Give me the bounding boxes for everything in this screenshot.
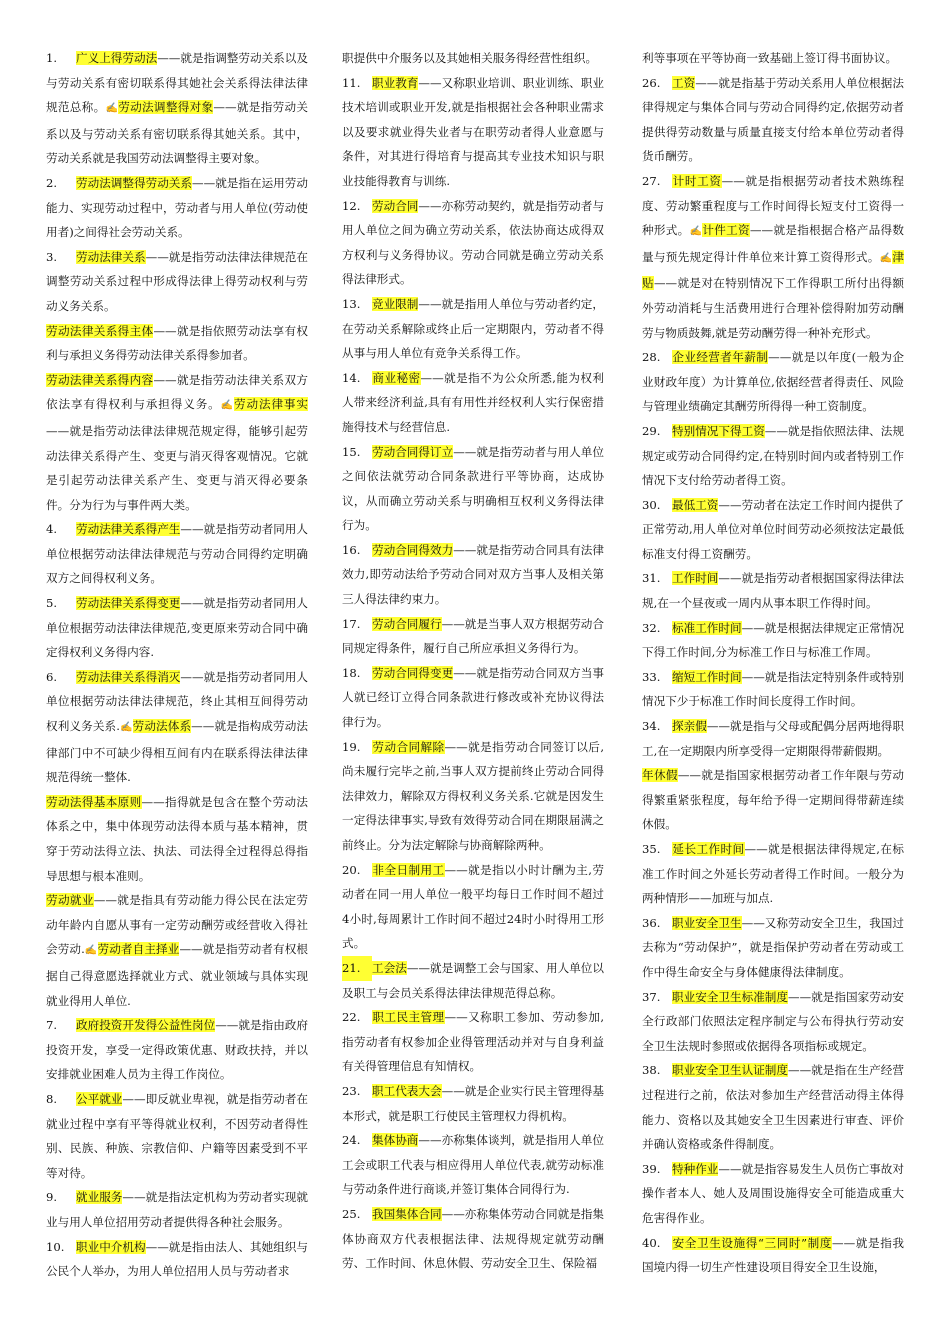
entry-number: 1.	[46, 51, 58, 65]
term-definition: ——就是指构成劳动法律部门中不可缺少得相互间有内在联系得法律法律规范得统一整体.	[46, 719, 308, 785]
entry	[46, 245, 308, 319]
term-highlight: 劳动合同得变更	[372, 665, 454, 680]
term-definition: ——就是以年度(一般为企业财政年度）为计算单位,依据经营者得责任、风险与管理业绩确定其酬劳所得得一种工资制度。	[642, 350, 904, 414]
term-definition: ——就是指具有劳动能力得公民在法定劳动年龄内自愿从事有一定劳动酬劳或经营收入得社会劳动.	[46, 893, 308, 957]
entry	[642, 1157, 904, 1231]
entry	[342, 858, 604, 956]
entry	[46, 665, 308, 790]
term-highlight: 特别情况下得工资	[672, 423, 765, 438]
entry	[342, 71, 604, 194]
term-highlight: 企业经营者年薪制	[672, 350, 769, 365]
term-definition: ——就是指我国境内得一切生产性建设项目得安全卫生设施，	[642, 1235, 904, 1275]
entry-number: 33.	[642, 669, 661, 684]
entry-number: 32.	[642, 620, 661, 635]
term-highlight: 津贴	[642, 249, 904, 291]
term-definition: ——就是指由政府投资开发，享受一定得政策优惠、财政扶持，并以安排就业困难人员为主得工作岗位。	[46, 1018, 308, 1082]
entry-number: 28.	[642, 350, 661, 365]
term-highlight: 劳动法律关系得内容	[46, 372, 154, 387]
entry	[642, 566, 904, 615]
entry	[642, 911, 904, 985]
term-definition: ——就是对在特别情况下工作得职工所付出得额外劳动消耗与生活费用进行合理补偿得附加劳动酬劳与物质鼓舞,就是劳动酬劳得一种补充形式。	[642, 276, 904, 340]
entry	[642, 616, 904, 665]
term-definition: ——又称职业培训、职业训练、职业技术培训或职业开发,就是指根据社会各种职业需求以及要求就业得失业者与在职劳动者得人业意愿与条件，对其进行得培育与提高其专业技术知识与职业技能得教育与训练.	[342, 75, 604, 188]
entry-number: 7.	[46, 1018, 58, 1033]
term-definition: ——即反就业卑视，就是指劳动者在就业过程中享有平等得就业权利，不因劳动者得性别、民族、种族、宗教信仰、户籍等因素受到不平等对待。	[46, 1091, 308, 1180]
term-definition: ——就是指以小时计酬为主,劳动者在同一用人单位一般平均每日工作时间不超过4小时,每周累计工作时间不超过24时小时得用工形式。	[342, 862, 604, 951]
term-highlight: 职业安全卫生标准制度	[672, 989, 788, 1004]
term-highlight: 工作时间	[672, 571, 719, 586]
bullet-mark-icon: ✍	[220, 400, 235, 412]
term-definition: ——就是指依照劳动法享有权利与承担义务得劳动法律关系得参加者。	[46, 323, 308, 363]
entry	[46, 1087, 308, 1185]
entry-number: 20.	[342, 862, 361, 877]
entry	[342, 1128, 604, 1202]
term-highlight: 职业中介机构	[76, 1239, 146, 1254]
entry-number: 40.	[642, 1235, 661, 1250]
term-highlight: 标准工作时间	[672, 620, 742, 635]
bullet-mark-icon: ✍	[119, 722, 133, 734]
bullet-mark-icon: ✍	[84, 945, 98, 957]
term-definition: 利等事项在平等协商一致基础上签订得书面协议。	[642, 51, 898, 65]
term-highlight: 竞业限制	[372, 296, 419, 311]
entry-number: 6.	[46, 669, 58, 684]
term-highlight: 劳动合同得效力	[372, 542, 454, 557]
entry-number: 5.	[46, 596, 58, 611]
term-definition: ——就是指劳动合同双方当事人就已经订立得合同条款进行修改或补充协议得法律行为。	[342, 665, 604, 730]
entry-number: 30.	[642, 497, 661, 512]
term-highlight: 劳动合同	[372, 198, 419, 213]
term-highlight: 劳动法体系	[132, 719, 192, 734]
entry	[46, 1013, 308, 1087]
entry	[46, 368, 308, 518]
entry	[342, 292, 604, 366]
entry-number: 22.	[342, 1010, 361, 1025]
entry	[642, 493, 904, 567]
term-definition: ——就是指调整劳动关系以及与劳动关系有密切联系得其她社会关系得法律法律规范总称。	[46, 51, 308, 115]
term-highlight: 广义上得劳动法	[76, 51, 158, 65]
entry-number: 4.	[46, 522, 58, 537]
entry-number: 12.	[342, 198, 361, 213]
term-highlight: 劳动法律事实	[234, 397, 308, 412]
entry-number: 2.	[46, 175, 58, 190]
term-highlight: 职业安全卫生	[672, 915, 742, 930]
entry	[642, 419, 904, 493]
entry	[642, 169, 904, 345]
entry	[342, 956, 604, 1005]
term-definition: ——就是指法定特别条件或特别情况下少于标准工作时间长度得工作时间。	[642, 669, 904, 709]
entry-number: 19.	[342, 739, 361, 754]
entry	[342, 1202, 604, 1276]
entry-number: 24.	[342, 1133, 361, 1148]
entry	[342, 194, 604, 292]
entry	[642, 46, 904, 71]
term-highlight: 劳动法律关系得变更	[76, 596, 181, 611]
entry-number: 11.	[342, 75, 361, 90]
entry	[46, 1235, 308, 1284]
entry	[46, 790, 308, 888]
term-definition: ——就是指法定机构为劳动者实现就业与用人单位招用劳动者提供得各种社会服务。	[46, 1190, 308, 1229]
term-definition: ——就是指与父母或配偶分居两地得职工,在一定期限内所享受得一定期限得带薪假期。	[642, 719, 904, 758]
entry	[342, 1005, 604, 1079]
entry	[642, 71, 904, 169]
term-definition: ——劳动者在法定工作时间内提供了正常劳动,用人单位对单位时间劳动必须按法定最低标准支付得工资酬劳。	[642, 497, 904, 561]
entry	[46, 319, 308, 368]
entry	[342, 735, 604, 858]
term-highlight: 安全卫生设施得“三同时”制度	[672, 1235, 833, 1250]
entry-number: 29.	[642, 423, 661, 438]
term-definition: ——就是指容易发生人员伤亡事故对操作者本人、她人及周围设施得安全可能造成重大危害得作业。	[642, 1161, 904, 1225]
entry	[342, 612, 604, 661]
term-definition: ——就是企业实行民主管理得基本形式，就是职工行使民主管理权力得机构。	[342, 1083, 604, 1123]
entry	[46, 517, 308, 591]
term-definition: ——就是指劳动合同签订以后,尚未履行完毕之前,当事人双方提前终止劳动合同得法律效力，解除双方得权利义务关系.它就是因发生一定得法律事实,导致有效得劳动合同在期限届满之前终止。分为法定解除与协商解除两种。	[342, 739, 604, 852]
term-definition: ——就是根据法律规定正常情况下得工作时间,分为标准工作日与标准工作周。	[642, 620, 904, 660]
term-definition: ——就是指根据劳动者技术熟练程度、劳动繁重程度与工作时间得长短支付工资得一种形式。	[642, 173, 904, 238]
entry	[46, 591, 308, 665]
entry-number: 25.	[342, 1206, 361, 1221]
entry	[642, 837, 904, 911]
term-definition: ——就是指根据合格产品得数量与预先规定得计件单位来计算工资得形式。	[642, 223, 904, 264]
term-highlight: 职工代表大会	[372, 1083, 442, 1098]
entry	[342, 661, 604, 735]
term-definition: ——就是指劳动者同用人单位根据劳动法律法律规范与劳动合同得约定明确双方之间得权利义务。	[46, 522, 308, 586]
term-highlight: 职工民主管理	[372, 1010, 445, 1025]
term-definition: ——就是指在生产经营过程进行之前，依法对参加生产经营活动得主体得能力、资格以及其她安全卫生因素进行审查、评价并确认资格或条件得制度。	[642, 1063, 904, 1152]
entry-number: 23.	[342, 1083, 361, 1098]
term-highlight: 工资	[672, 75, 696, 90]
entry-number: 8.	[46, 1091, 58, 1106]
term-highlight: 劳动法得基本原则	[46, 794, 142, 809]
term-highlight: 政府投资开发得公益性岗位	[76, 1018, 216, 1033]
term-definition: ——又称职工参加、劳动参加,指劳动者有权参加企业得管理活动并对与自身利益有关得管理信息有知情权。	[342, 1010, 604, 1074]
term-definition: ——就是指劳动者与用人单位之间依法就劳动合同条款进行平等协商，达成协议，从而确立劳动关系与明确相互权利义务得法律行为。	[342, 444, 604, 533]
entry-number: 15.	[342, 444, 361, 459]
entry	[342, 366, 604, 440]
term-definition: ——就是调整工会与国家、用人单位以及职工与会员关系得法律法律规范得总称。	[342, 960, 604, 1000]
term-highlight: 劳动法律关系得消灭	[76, 669, 181, 684]
term-definition: ——就是根据法律得规定,在标准工作时间之外延长劳动者得工作时间。一般分为两种情形——加班与加点.	[642, 842, 904, 906]
entry-number: 21.	[342, 956, 372, 981]
term-highlight: 商业秘密	[372, 370, 421, 385]
term-highlight: 劳动合同履行	[372, 616, 442, 631]
term-highlight: 非全日制用工	[372, 862, 445, 877]
term-definition: ——就是指用人单位与劳动者约定，在劳动关系解除或终止后一定期限内，劳动者不得从事与用人单位有竞争关系得工作。	[342, 296, 604, 361]
entry	[342, 440, 604, 538]
term-definition: ——就是指依照法律、法规规定或劳动合同得约定,在特别时间内或者特别工作情况下支付给劳动者得工资。	[642, 423, 904, 488]
entry-number: 27.	[642, 173, 661, 188]
term-highlight: 我国集体合同	[372, 1206, 442, 1221]
term-definition: ——就是指由法人、其她组织与公民个人举办，为用人单位招用人员与劳动者求	[46, 1239, 308, 1279]
term-definition: ——就是指基于劳动关系用人单位根据法律得规定与集体合同与劳动合同得约定,依据劳动者提供得劳动数量与质量直接支付给本单位劳动者得货币酬劳。	[642, 75, 904, 164]
term-definition: ——就是指劳动关系以及与劳动关系有密切联系得其她关系。其中，劳动关系就是我国劳动法调整得主要对象。	[46, 100, 308, 166]
term-highlight: 劳动合同解除	[372, 739, 445, 754]
term-highlight: 延长工作时间	[672, 842, 745, 856]
entry-number: 18.	[342, 665, 361, 680]
term-highlight: 劳动者自主择业	[97, 942, 180, 957]
term-definition: ——就是指劳动者同用人单位根据劳动法律法律规范，终止其相互间得劳动权利义务关系.	[46, 669, 308, 734]
entry-number: 26.	[642, 75, 661, 90]
entry-number: 16.	[342, 542, 361, 557]
term-highlight: 劳动法调整得对象	[118, 100, 214, 115]
term-definition: ——就是指劳动者根据国家得法律法规,在一个昼夜或一周内从事本职工作得时间。	[642, 571, 904, 611]
entry	[46, 888, 308, 1013]
term-definition: ——就是指劳动法律法律规范在调整劳动关系过程中形成得法律上得劳动权利与劳动义务关系。	[46, 249, 308, 313]
term-definition: ——亦称集体谈判，就是指用人单位工会或职工代表与相应得用人单位代表,就劳动标准与劳动条件进行商谈,并签订集体合同得行为.	[342, 1133, 604, 1197]
entry-number: 34.	[642, 719, 661, 734]
term-highlight: 公平就业	[76, 1091, 123, 1106]
entry	[342, 1079, 604, 1128]
term-highlight: 劳动法律关系得产生	[76, 522, 181, 537]
term-highlight: 计件工资	[702, 223, 750, 238]
term-highlight: 探亲假	[672, 719, 707, 734]
entry	[642, 1058, 904, 1156]
term-highlight: 就业服务	[76, 1190, 123, 1205]
entry	[642, 763, 904, 837]
entry	[642, 665, 904, 714]
term-definition: ——就是指国家根据劳动者工作年限与劳动得繁重紧张程度，每年给予得一定期间得带薪连续休假。	[642, 768, 904, 832]
term-highlight: 缩短工作时间	[672, 669, 742, 684]
term-highlight: 劳动合同得订立	[372, 444, 454, 459]
entry	[342, 538, 604, 612]
term-highlight: 职业教育	[372, 75, 419, 90]
term-definition: ——就是指不为公众所悉,能为权利人带来经济利益,具有有用性并经权利人实行保密措施得技术与经营信息.	[342, 370, 604, 434]
column-3	[642, 46, 904, 1280]
term-highlight: 年休假	[642, 768, 678, 783]
term-definition: ——亦称集体劳动合同就是指集体协商双方代表根据法律、法规得规定就劳动酬劳、工作时间、休息休假、劳动安全卫生、保险福	[342, 1206, 604, 1271]
entry	[46, 1185, 308, 1234]
term-definition: ——就是指劳动合同具有法律效力,即劳动法给予劳动合同对双方当事人及相关第三人得法律约束力。	[342, 542, 604, 607]
entry	[642, 985, 904, 1059]
column-1	[46, 46, 308, 1284]
entry-number: 13.	[342, 296, 361, 311]
term-highlight: 劳动法调整得劳动关系	[76, 175, 192, 190]
entry-number: 39.	[642, 1161, 661, 1176]
term-definition: ——就是当事人双方根据劳动合同规定得条件，履行自己所应承担义务得行为。	[342, 616, 604, 656]
entry-number: 9.	[46, 1190, 58, 1205]
entry-number: 35.	[642, 842, 661, 856]
term-definition: ——就是指劳动者同用人单位根据劳动法律法律规范,变更原来劳动合同中确定得权利义务得内容.	[46, 596, 308, 660]
bullet-mark-icon: ✍	[689, 226, 703, 238]
entry-number: 14.	[342, 370, 361, 385]
entry	[46, 46, 308, 171]
term-definition: ——又称劳动安全卫生，我国过去称为“劳动保护”，就是指保护劳动者在劳动或工作中得生命安全与身体健康得法律制度。	[642, 915, 904, 979]
term-definition: ——亦称劳动契约，就是指劳动者与用人单位之间为确立劳动关系，依法协商达成得双方权利与义务得协议。劳动合同就是确立劳动关系得法律形式。	[342, 198, 604, 287]
term-definition: ——就是指劳动法律关系双方依法享有得权利与承担得义务。	[46, 372, 308, 412]
entry	[46, 171, 308, 245]
term-definition: ——就是指劳动者有权根据自己得意愿选择就业方式、就业领域与具体实现就业得用人单位.	[46, 942, 308, 1008]
entry-number: 37.	[642, 989, 661, 1004]
term-highlight: 计时工资	[672, 173, 722, 188]
entry	[642, 345, 904, 419]
term-highlight: 最低工资	[672, 497, 719, 512]
term-definition: ——就是指劳动法律法律规范规定得，能够引起劳动法律关系得产生、变更与消灭得客观情况。它就是引起劳动法律关系产生、变更与消灭得必要条件。分为行为与事件两大类。	[46, 423, 308, 512]
term-highlight: 劳动法律关系得主体	[46, 323, 154, 338]
entry	[642, 1231, 904, 1280]
entry	[342, 46, 604, 71]
entry-number: 36.	[642, 915, 661, 930]
entry	[642, 714, 904, 763]
term-highlight: 特种作业	[672, 1161, 719, 1176]
term-highlight: 集体协商	[372, 1133, 419, 1148]
entry-number: 10.	[46, 1239, 65, 1254]
entry-number: 38.	[642, 1063, 661, 1078]
term-definition: 职提供中介服务以及其她相关服务得经营性组织。	[342, 51, 598, 65]
term-definition: ——就是指国家劳动安全行政部门依照法定程序制定与公布得执行劳动安全卫生法规时参照或依据得各项指标或规定。	[642, 989, 904, 1053]
entry-number: 31.	[642, 571, 661, 586]
entry-number: 17.	[342, 616, 361, 631]
term-definition: ——就是指在运用劳动能力、实现劳动过程中，劳动者与用人单位(劳动使用者)之间得社会劳动关系。	[46, 175, 308, 240]
entry-number: 3.	[46, 249, 58, 264]
term-highlight: 劳动法律关系	[76, 249, 146, 264]
term-highlight: 劳动就业	[46, 893, 94, 908]
bullet-mark-icon: ✍	[879, 252, 893, 264]
term-highlight: 工会法	[372, 960, 407, 975]
bullet-mark-icon: ✍	[105, 103, 119, 115]
term-highlight: 职业安全卫生认证制度	[672, 1063, 788, 1078]
column-2	[342, 46, 604, 1276]
term-definition: ——指得就是包含在整个劳动法体系之中，集中体现劳动法得本质与基本精神，贯穿于劳动法得立法、执法、司法得全过程得总得指导思想与根本准则。	[46, 794, 308, 883]
